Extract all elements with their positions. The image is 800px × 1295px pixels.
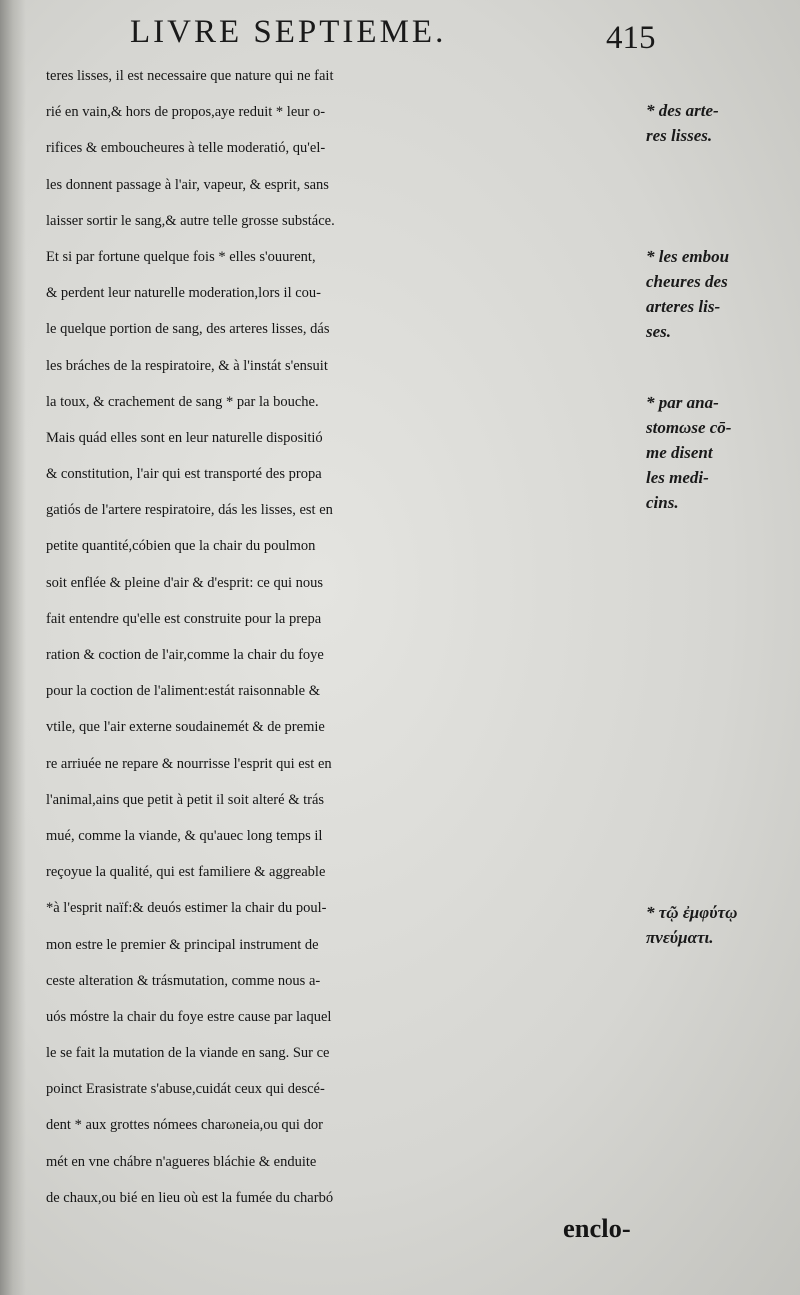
margin-note-line: stomωse cō- (646, 418, 732, 437)
text-line: poinct Erasistrate s'abuse,cuidát ceux qui descé- (46, 1081, 325, 1098)
text-line: uós móstre la chair du foye estre cause par laquel (46, 1008, 332, 1025)
text-line: vtile, que l'air externe soudainemét & de premie (46, 719, 325, 736)
margin-note-line: cins. (646, 493, 679, 512)
text-line: ration & coction de l'air,comme la chair du foye (46, 647, 324, 663)
text-line: ceste alteration & trásmutation, comme nous a- (46, 972, 321, 989)
main-text-block (46, 58, 642, 1216)
margin-note-line: ses. (646, 322, 672, 341)
text-line: & constitution, l'air qui est transporté des propa (46, 466, 322, 483)
text-line: les bráches de la respiratoire, & à l'instát s'ensuit (46, 357, 328, 374)
text-line: le se fait la mutation de la viande en sang. Sur ce (46, 1045, 330, 1062)
margin-note-line: les medi- (646, 468, 709, 487)
text-line: gatiós de l'artere respiratoire, dás les lisses, est en (46, 502, 333, 519)
text-line: re arriuée ne repare & nourrisse l'esprit qui est en (46, 755, 332, 772)
text-line: la toux, & crachement de sang * par la bouche. (46, 393, 319, 410)
margin-note-line: * τῷ ἐμφύτῳ (646, 903, 738, 922)
text-line: de chaux,ou bié en lieu où est la fumée du charbó (46, 1189, 334, 1206)
text-line: teres lisses, il est necessaire que nature qui ne fait (46, 68, 334, 84)
text-line: fait entendre qu'elle est construite pour la prepa (46, 610, 322, 627)
margin-note (646, 244, 796, 344)
margin-note-line: cheures des (646, 272, 728, 291)
text-line: *à l'esprit naïf:& deuós estimer la chair du poul- (46, 900, 327, 917)
margin-note-line: * les embou (646, 247, 730, 266)
text-line: Et si par fortune quelque fois * elles s'ouurent, (46, 248, 316, 265)
margin-note-line: * par ana- (646, 393, 719, 412)
margin-note (646, 900, 796, 950)
margin-note (646, 98, 796, 148)
text-line: rié en vain,& hors de propos,aye reduit * leur o- (46, 104, 326, 121)
margin-note-line: res lisses. (646, 126, 713, 145)
text-line: mét en vne chábre n'agueres bláchie & enduite (46, 1153, 317, 1170)
margin-note-line: me disent (646, 443, 713, 462)
text-line: l'animal,ains que petit à petit il soit alteré & trás (46, 791, 325, 808)
text-line: pour la coction de l'aliment:estát raisonnable & (46, 683, 320, 700)
running-title: LIVRE SEPTIEME. (130, 14, 447, 50)
text-line: dent * aux grottes nómees charωneia,ou qui dor (46, 1117, 323, 1134)
text-line: soit enflée & pleine d'air & d'esprit: ce qui nous (46, 574, 324, 591)
margin-note-line: πνεύματι. (646, 928, 714, 947)
text-line: mué, comme la viande, & qu'auec long temps il (46, 827, 323, 844)
margin-note (646, 390, 796, 515)
margin-note-line: * des arte- (646, 101, 719, 120)
text-line: petite quantité,cóbien que la chair du poulmon (46, 538, 316, 555)
text-line: laisser sortir le sang,& autre telle grosse substáce. (46, 212, 335, 229)
text-line: reçoyue la qualité, qui est familiere & aggreable (46, 864, 326, 881)
catchword: enclo- (563, 1213, 631, 1243)
text-line: les donnent passage à l'air, vapeur, & esprit, sans (46, 176, 329, 193)
text-line: Mais quád elles sont en leur naturelle dispositió (46, 429, 323, 446)
text-line: le quelque portion de sang, des arteres lisses, dás (46, 321, 330, 338)
page-gutter-shadow (0, 0, 26, 1295)
margin-note-line: arteres lis- (646, 297, 721, 316)
text-line: rifices & emboucheures à telle moderatió, qu'el- (46, 140, 326, 157)
margin-notes (646, 0, 796, 1295)
text-line: & perdent leur naturelle moderation,lors il cou- (46, 285, 322, 302)
page-number: 415 (606, 20, 656, 56)
text-line: mon estre le premier & principal instrument de (46, 936, 319, 953)
